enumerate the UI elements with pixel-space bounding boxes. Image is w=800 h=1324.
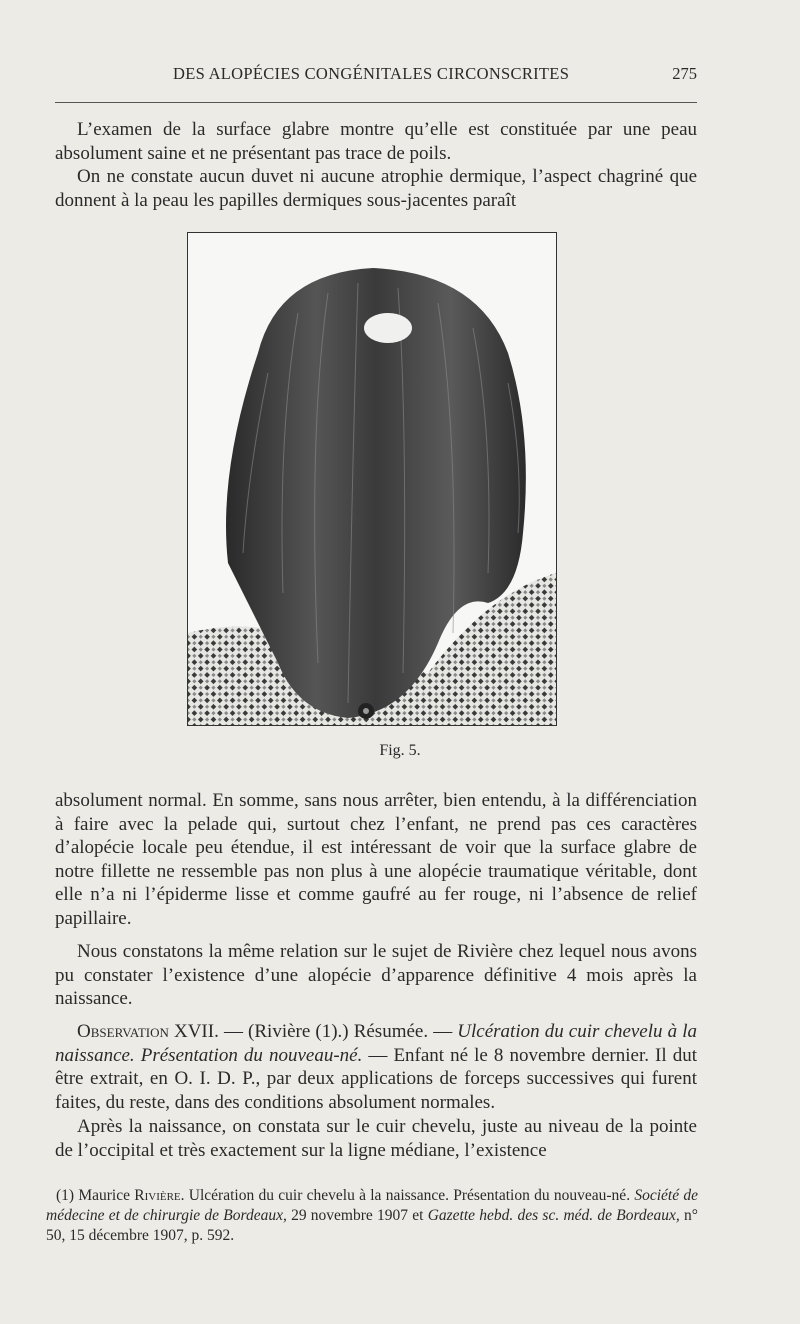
running-header [55, 62, 697, 103]
footnote [46, 1186, 698, 1246]
footnote-text-1: . Ulcération du cuir chevelu à la naissance. Présentation du nouveau-né. [180, 1187, 635, 1204]
footnote-journal: Société de médecine et de chirurgie de Bordeaux, [46, 1187, 698, 1224]
observation-ref: — (Rivière (1).) Résumée. — [218, 1021, 458, 1042]
running-title: DES ALOPÉCIES CONGÉNITALES CIRCONSCRITES [173, 64, 570, 83]
footnote-text-2: 29 novembre 1907 et [286, 1207, 428, 1224]
page-number: 275 [672, 64, 697, 83]
paragraph-2: On ne constate aucun duvet ni aucune atrophie dermique, l’aspect chagriné que donnent à la peau les papilles dermiques sous-jacentes paraît [55, 166, 697, 211]
observation-paragraph-2: Après la naissance, on constata sur le cuir chevelu, juste au niveau de la pointe de l’occipital et très exactement sur la ligne médiane, l’existence [55, 1116, 697, 1161]
observation-rest: — Enfant né le 8 novembre dernier. Il dut être extrait, en O. I. D. P., par deux applications de forceps successives qui furent faites, du reste, dans des conditions absolument normales. [55, 1044, 697, 1113]
footnote-journal-2: Gazette hebd. des sc. méd. de Bordeaux, [427, 1207, 680, 1224]
figure-caption: Fig. 5. [379, 742, 421, 759]
hair-photo-illustration [188, 233, 556, 725]
observation-title: Ulcération du cuir chevelu à la naissance. Présentation du nouveau-né. [55, 1021, 697, 1066]
footnote-text-3: n° 50, 15 décembre 1907, p. 592. [46, 1207, 698, 1244]
paragraph-4: Nous constatons la même relation sur le sujet de Rivière chez lequel nous avons pu constater l’existence d’une alopécie d’apparence définitive 4 mois après la naissance. [55, 941, 697, 1009]
footnote-number: (1) Maurice [56, 1187, 135, 1204]
observation-label: Observation XVII. [77, 1021, 219, 1042]
photograph-figure [187, 232, 557, 726]
footnote-author: Rivière [134, 1187, 181, 1204]
paragraph-3: absolument normal. En somme, sans nous arrêter, bien entendu, à la différenciation à faire avec la pelade qui, surtout chez l’enfant, ne prend pas ces caractères d’alopécie locale peu étendue, il est intéressant de voir que la surface glabre de notre fillette ne ressemble pas non plus à une alopécie traumatique véritable, dont elle n’a ni l’épiderme lisse et comme gaufré au fer rouge, ni l’absence de relief papillaire. [55, 790, 697, 929]
paragraph-1: L’examen de la surface glabre montre qu’elle est constituée par une peau absolument saine et ne présentant pas trace de poils. [55, 119, 697, 164]
observation-paragraph [55, 1020, 697, 1114]
